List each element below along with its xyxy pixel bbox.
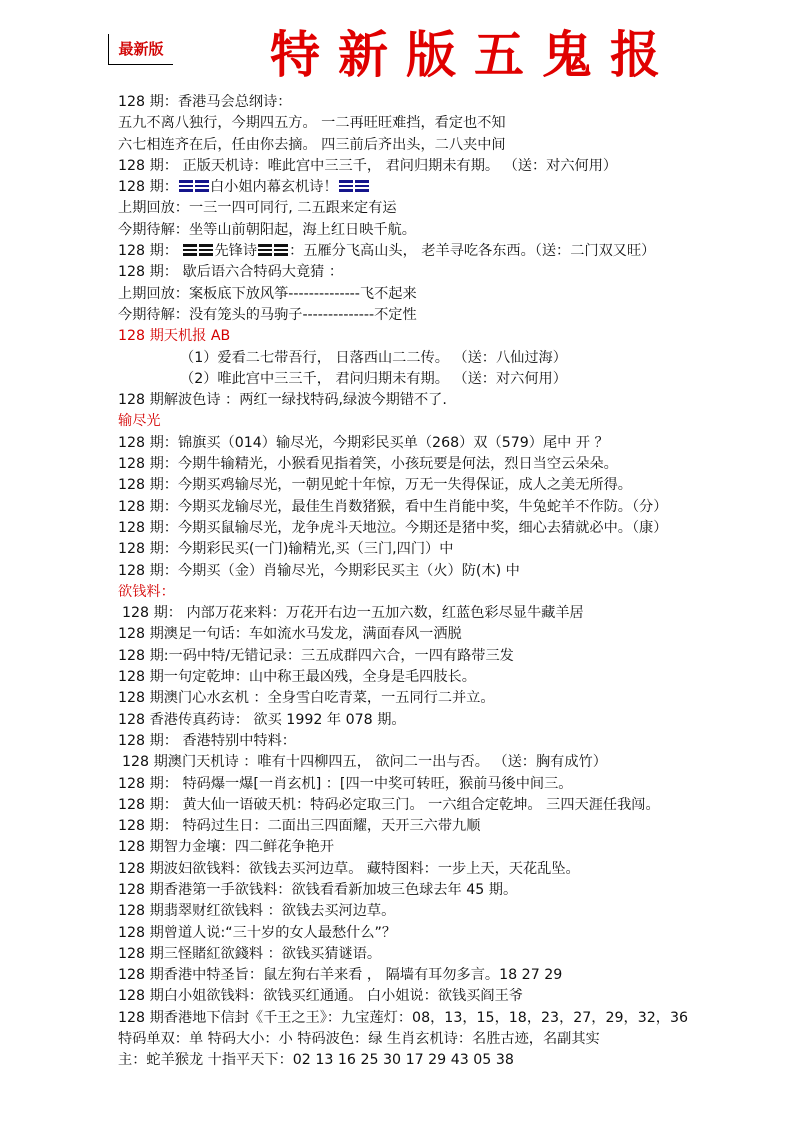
line-text: 128 期：香港马会总纲诗：	[118, 94, 292, 110]
line-text: 128 香港传真药诗： 欲买 1992 年 078 期。	[118, 711, 406, 728]
text-line	[0, 326, 793, 347]
text-line	[0, 646, 793, 667]
line-text: 128 期：今期买（金）肖输尽光，今期彩民买主（火）防(木) 中	[118, 562, 520, 579]
line-text: 128 期： 歇后语六合特码大竟猜 ：	[118, 264, 344, 281]
line-text: 128 期：	[118, 179, 178, 196]
line-text: 128 期白小姐欲钱料：欲钱买红通通。 白小姐说：欲钱买阎王爷	[118, 988, 523, 1005]
stripe-icon	[183, 244, 197, 256]
edition-badge: 最新版	[108, 34, 173, 65]
text-line	[0, 688, 793, 709]
text-line	[0, 305, 793, 326]
document-body	[0, 92, 793, 1072]
text-line	[0, 731, 793, 752]
text-line	[0, 284, 793, 305]
line-text: 128 期：今期牛输精光，小猴看见指着笑，小孩玩要是何法，烈日当空云朵朵。	[118, 456, 618, 473]
text-line	[0, 1008, 793, 1029]
line-text: 128 期： 内部万花来料：万花开右边一五加六数，红蓝色彩尽显牛藏羊居	[122, 605, 584, 622]
line-text: 先锋诗	[214, 243, 258, 260]
text-line	[0, 582, 793, 603]
text-line	[0, 113, 793, 134]
line-text: 128 期三怪賭紅欲錢料 ：欲钱买猜谜语。	[118, 945, 382, 962]
text-line	[0, 837, 793, 858]
text-line	[0, 497, 793, 518]
line-text: 输尽光	[118, 413, 161, 430]
text-line	[0, 156, 793, 177]
text-line	[0, 561, 793, 582]
line-text: 128 期波妇欲钱料：欲钱去买河边草。 藏特图料：一步上天，天花乱坠。	[118, 860, 580, 877]
text-line	[0, 1029, 793, 1050]
line-text: 128 期翡翠财红欲钱料 ：欲钱去买河边草。	[118, 903, 396, 920]
text-line	[0, 923, 793, 944]
text-line	[0, 944, 793, 965]
text-line	[0, 390, 793, 411]
stripe-icon	[355, 180, 369, 192]
line-text: 128 期澳门心水玄机 ：全身雪白吃青菜，一五同行二并立。	[118, 690, 495, 707]
text-line	[0, 603, 793, 624]
line-text: 今期待解：坐等山前朝阳起，海上红日映千航。	[118, 221, 416, 238]
line-text: 128 期： 香港特别中特料：	[118, 732, 296, 749]
stripe-icon	[258, 244, 272, 256]
line-text: 128 期： 特码过生日：二面出三四面耀，天开三六带九顺	[118, 818, 481, 835]
text-line	[0, 92, 793, 113]
line-text: 128 期： 黄大仙一语破天机：特码必定取三门。 一六组合定乾坤。 三四天涯任我闯。	[118, 796, 660, 813]
text-line	[0, 901, 793, 922]
line-text: 五九不离八独行，今期四五方。 一二再旺旺难挡，看定也不知	[118, 115, 506, 132]
line-text: 128 期：今期彩民买(一门)输精光,买（三门,四门）中	[118, 541, 454, 558]
line-text: ：五雁分飞高山头， 老羊寻吃各东西。（送：二门双又旺）	[289, 243, 656, 260]
line-text: 128 期曾道人说:“三十岁的女人最愁什么”？	[118, 924, 397, 941]
text-line	[0, 774, 793, 795]
line-text: 六七相连齐在后，任由你去摘。 四三前后齐出头，二八夹中间	[118, 136, 506, 153]
text-line	[0, 475, 793, 496]
text-line	[0, 518, 793, 539]
line-text: 128 期香港地下信封《千王之王》：九宝莲灯：08，13，15，18，23，27，29，32，36	[118, 1009, 689, 1026]
text-line	[0, 220, 793, 241]
text-line	[0, 241, 793, 262]
stripe-icon	[339, 180, 353, 192]
text-line	[0, 198, 793, 219]
stripe-icon	[274, 244, 288, 256]
text-line	[0, 859, 793, 880]
text-line	[0, 816, 793, 837]
line-text: 128 期:一码中特/无错记录：三五成群四六合，一四有路带三发	[118, 647, 514, 664]
line-text: 上期回放：一三一四可同行, 二五跟来定有运	[118, 200, 397, 217]
line-text: 上期回放：案板底下放风筝--------------飞不起来	[118, 285, 417, 302]
text-line	[0, 262, 793, 283]
text-line	[0, 1050, 793, 1071]
text-line	[0, 624, 793, 645]
text-line	[0, 710, 793, 731]
text-line	[0, 880, 793, 901]
line-text: 128 期一句定乾坤：山中称王最凶残，全身是毛四肢长。	[118, 669, 476, 686]
line-text: 128 期： 特码爆一爆[一肖玄机] ：[四一中奖可转旺，猴前马後中间三。	[118, 775, 573, 792]
text-line	[0, 411, 793, 432]
text-line	[0, 348, 793, 369]
line-text: 128 期：今期买龙输尽光，最佳生肖数猪猴，看中生肖能中奖，牛兔蛇羊不作防。（分）	[118, 498, 668, 515]
line-text: 128 期：今期买鸡输尽光，一朝见蛇十年惊，万无一失得保证，成人之美无所得。	[118, 477, 632, 494]
line-text: 128 期：锦旗买（014）输尽光，今期彩民买单（268）双（579）尾中 开 ？	[118, 434, 609, 451]
page-title: 特新版五鬼报	[270, 25, 678, 84]
line-text: （2）唯此宫中三三千， 君问归期未有期。 （送：对六何用）	[180, 370, 567, 387]
line-text: 128 期澳门天机诗 ：唯有十四柳四五， 欲问二一出与否。 （送：胸有成竹）	[122, 754, 607, 771]
line-text: 128 期智力金壤：四二鲜花争艳开	[118, 839, 335, 856]
stripe-icon	[195, 180, 209, 192]
line-text: 128 期天机报 AB	[118, 328, 231, 345]
line-text: 128 期香港第一手欲钱料：欲钱看看新加坡三色球去年 45 期。	[118, 881, 518, 898]
line-text: 欲钱料：	[118, 583, 175, 600]
stripe-icon	[199, 244, 213, 256]
stripe-icon	[179, 180, 193, 192]
line-text: 128 期澳足一句话：车如流水马发龙，满面春风一洒脱	[118, 626, 462, 643]
line-text: （1）爱看二七带吾行， 日落西山二二传。 （送：八仙过海）	[180, 349, 567, 366]
line-text: 特码单双：单 特码大小：小 特码波色：绿 生肖玄机诗：名胜古迹，名副其实	[118, 1031, 600, 1048]
text-line	[0, 795, 793, 816]
text-line	[0, 986, 793, 1007]
line-text: 主：蛇羊猴龙 十指平天下：02 13 16 25 30 17 29 43 05 38	[118, 1052, 514, 1069]
text-line	[0, 965, 793, 986]
text-line	[0, 752, 793, 773]
line-text: 128 期香港中特圣旨：鼠左狗右羊来看 ， 隔墙有耳勿多言。18 27 29	[118, 967, 563, 984]
text-line	[0, 454, 793, 475]
text-line	[0, 539, 793, 560]
line-text: 128 期： 正版天机诗：唯此宫中三三千， 君问归期未有期。 （送：对六何用）	[118, 157, 618, 174]
text-line	[0, 369, 793, 390]
text-line	[0, 135, 793, 156]
text-line	[0, 177, 793, 198]
text-line	[0, 667, 793, 688]
line-text: 今期待解：没有笼头的马驹子--------------不定性	[118, 306, 417, 323]
line-text: 128 期：今期买鼠输尽光，龙争虎斗天地泣。今期还是猪中奖，细心去猜就必中。（康）	[118, 519, 668, 536]
line-text: 128 期解波色诗 ：两红一绿找特码,绿波今期错不了.	[118, 392, 447, 409]
line-text: 白小姐内幕玄机诗！	[209, 179, 338, 196]
text-line	[0, 433, 793, 454]
line-text: 128 期：	[118, 243, 183, 260]
